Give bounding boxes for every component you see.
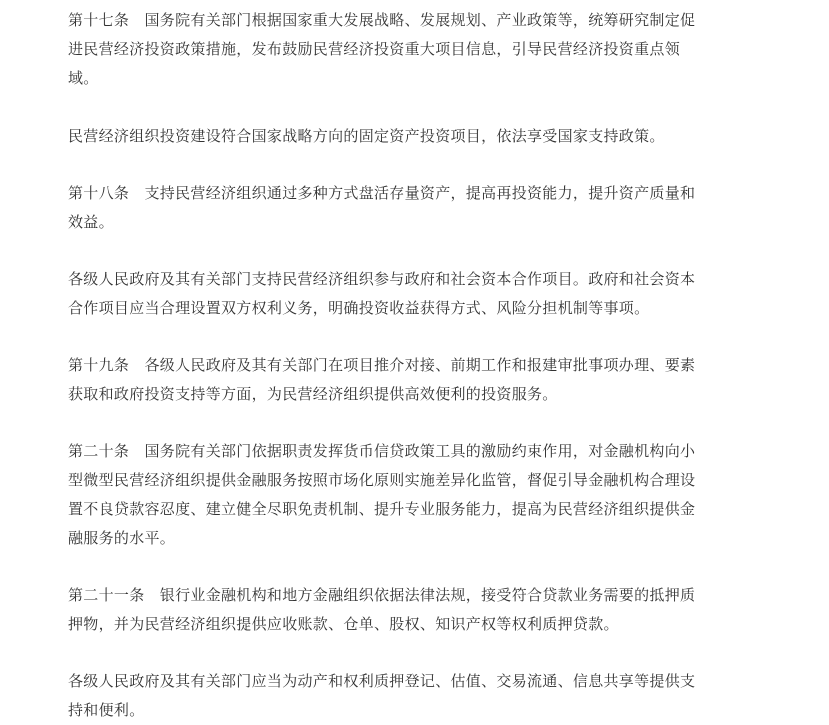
text-line: 第十九条 各级人民政府及其有关部门在项目推介对接、前期工作和报建审批事项办理、要素 [68,356,696,374]
paragraph-article-17 [68,6,754,93]
paragraph-article-20 [68,437,754,553]
text-line: 第二十条 国务院有关部门依据职责发挥货币信贷政策工具的激励约束作用，对金融机构向小 [68,442,696,460]
text-line: 各级人民政府及其有关部门支持民营经济组织参与政府和社会资本合作项目。政府和社会资本 [68,270,696,288]
text-line: 持和便利。 [68,701,145,719]
text-line: 获取和政府投资支持等方面，为民营经济组织提供高效便利的投资服务。 [68,385,558,403]
paragraph-article-19 [68,351,754,409]
text-line: 域。 [68,69,99,87]
paragraph-article-21 [68,581,754,639]
text-line: 进民营经济投资政策措施，发布鼓励民营经济投资重大项目信息，引导民营经济投资重点领 [68,40,681,58]
text-line: 押物，并为民营经济组织提供应收账款、仓单、股权、知识产权等权利质押贷款。 [68,615,619,633]
text-line: 第十八条 支持民营经济组织通过多种方式盘活存量资产，提高再投资能力，提升资产质量和 [68,184,696,202]
text-line: 置不良贷款容忍度、建立健全尽职免责机制、提升专业服务能力，提高为民营经济组织提供金 [68,500,696,518]
text-line: 各级人民政府及其有关部门应当为动产和权利质押登记、估值、交易流通、信息共享等提供支 [68,672,696,690]
paragraph-investment-projects [68,122,754,151]
text-line: 民营经济组织投资建设符合国家战略方向的固定资产投资项目，依法享受国家支持政策。 [68,127,665,145]
paragraph-article-18 [68,179,754,237]
text-line: 第十七条 国务院有关部门根据国家重大发展战略、发展规划、产业政策等，统筹研究制定促 [68,11,696,29]
text-line: 效益。 [68,213,114,231]
text-line: 合作项目应当合理设置双方权利义务，明确投资收益获得方式、风险分担机制等事项。 [68,299,650,317]
text-line: 第二十一条 银行业金融机构和地方金融组织依据法律法规，接受符合贷款业务需要的抵押质 [68,586,696,604]
text-line: 型微型民营经济组织提供金融服务按照市场化原则实施差异化监管，督促引导金融机构合理设 [68,471,696,489]
paragraph-ppp-projects [68,265,754,323]
paragraph-pledge-registration [68,667,754,725]
text-line: 融服务的水平。 [68,529,176,547]
